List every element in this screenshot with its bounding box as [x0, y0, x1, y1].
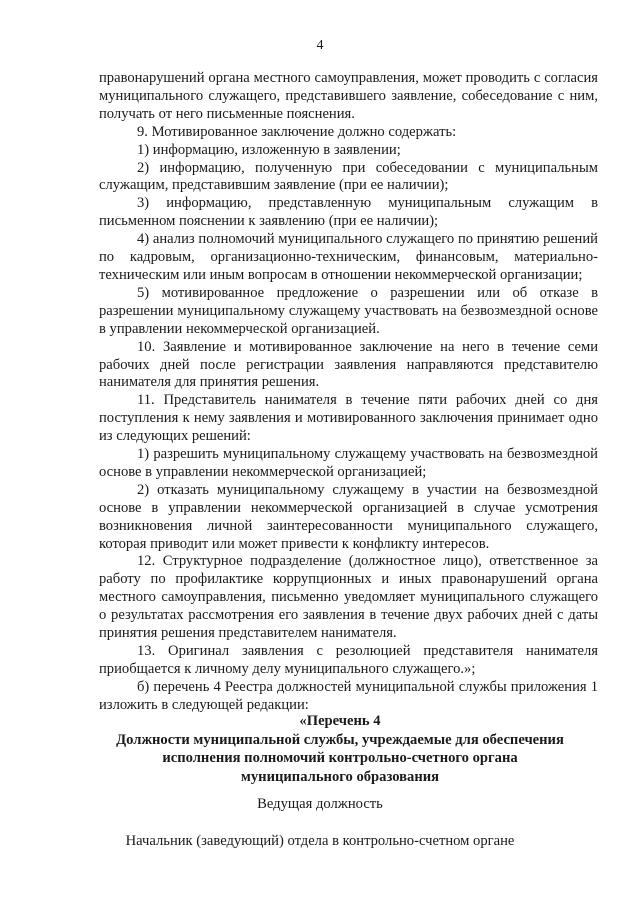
heading-line: исполнения полномочий контрольно-счетного органа [162, 750, 518, 767]
heading-line: Должности муниципальной службы, учреждаемые для обеспечения [116, 731, 564, 748]
page-number: 4 [316, 38, 324, 53]
heading-line: муниципального образования [240, 768, 440, 785]
body-text [99, 70, 598, 715]
paragraph: 10. Заявление и мотивированное заключение на него в течение семи рабочих дней после регистрации заявления направляются представителю нанимателя для принятия решения. [99, 338, 598, 391]
position-category: Ведущая должность [257, 796, 383, 812]
paragraph: 1) разрешить муниципальному служащему участвовать на безвозмездной основе в управлении некоммерческой организацией; [99, 446, 598, 480]
paragraph: 13. Оригинал заявления с резолюцией представителя нанимателя приобщается к личному делу муниципального служащего.»; [99, 643, 598, 677]
paragraph: 4) анализ полномочий муниципального служащего по принятию решений по кадровым, организационно-техническим, финансовым, материально-техническим или иным вопросам в отношении некоммерческой организации; [99, 231, 598, 283]
paragraph: 3) информацию, представленную муниципальным служащим в письменном пояснении к заявлению (при ее наличии); [99, 195, 598, 230]
list-heading [80, 712, 600, 786]
paragraph: 11. Представитель нанимателя в течение пяти рабочих дней со дня поступления к нему заявления и мотивированного заключения принимает одно из следующих решений: [99, 392, 598, 445]
paragraph: 2) отказать муниципальному служащему в участии на безвозмездной основе в управлении некоммерческой организацией в случае усмотрения возникновения личной заинтересованности муниципального служащего, которая приводит или может привести к конфликту интересов. [99, 481, 598, 552]
position-title: Начальник (заведующий) отдела в контрольно-счетном органе [125, 833, 515, 849]
paragraph: 1) информацию, изложенную в заявлении; [137, 141, 401, 158]
paragraph: правонарушений органа местного самоуправления, может проводить с согласия муниципального служащего, представившего заявление, собеседование с ним, получать от него письменные пояснения. [99, 70, 598, 122]
paragraph: б) перечень 4 Реестра должностей муниципальной службы приложения 1 изложить в следующей редакции: [99, 678, 598, 713]
paragraph: 2) информацию, полученную при собеседовании с муниципальным служащим, представившим заявление (при ее наличии); [99, 159, 598, 194]
paragraph: 9. Мотивированное заключение должно содержать: [137, 123, 457, 140]
paragraph: 5) мотивированное предложение о разрешении или об отказе в разрешении муниципальному служащему участвовать на безвозмездной основе в управлении некоммерческой организацией. [99, 284, 598, 337]
heading-line-title: «Перечень 4 [299, 713, 381, 729]
paragraph: 12. Структурное подразделение (должностное лицо), ответственное за работу по профилактике коррупционных и иных правонарушений органа местного самоуправления, письменно уведомляет муниципального служащего о результатах рассмотрения его заявления в течение двух рабочих дней с даты принятия решения представителем нанимателя. [99, 553, 598, 642]
